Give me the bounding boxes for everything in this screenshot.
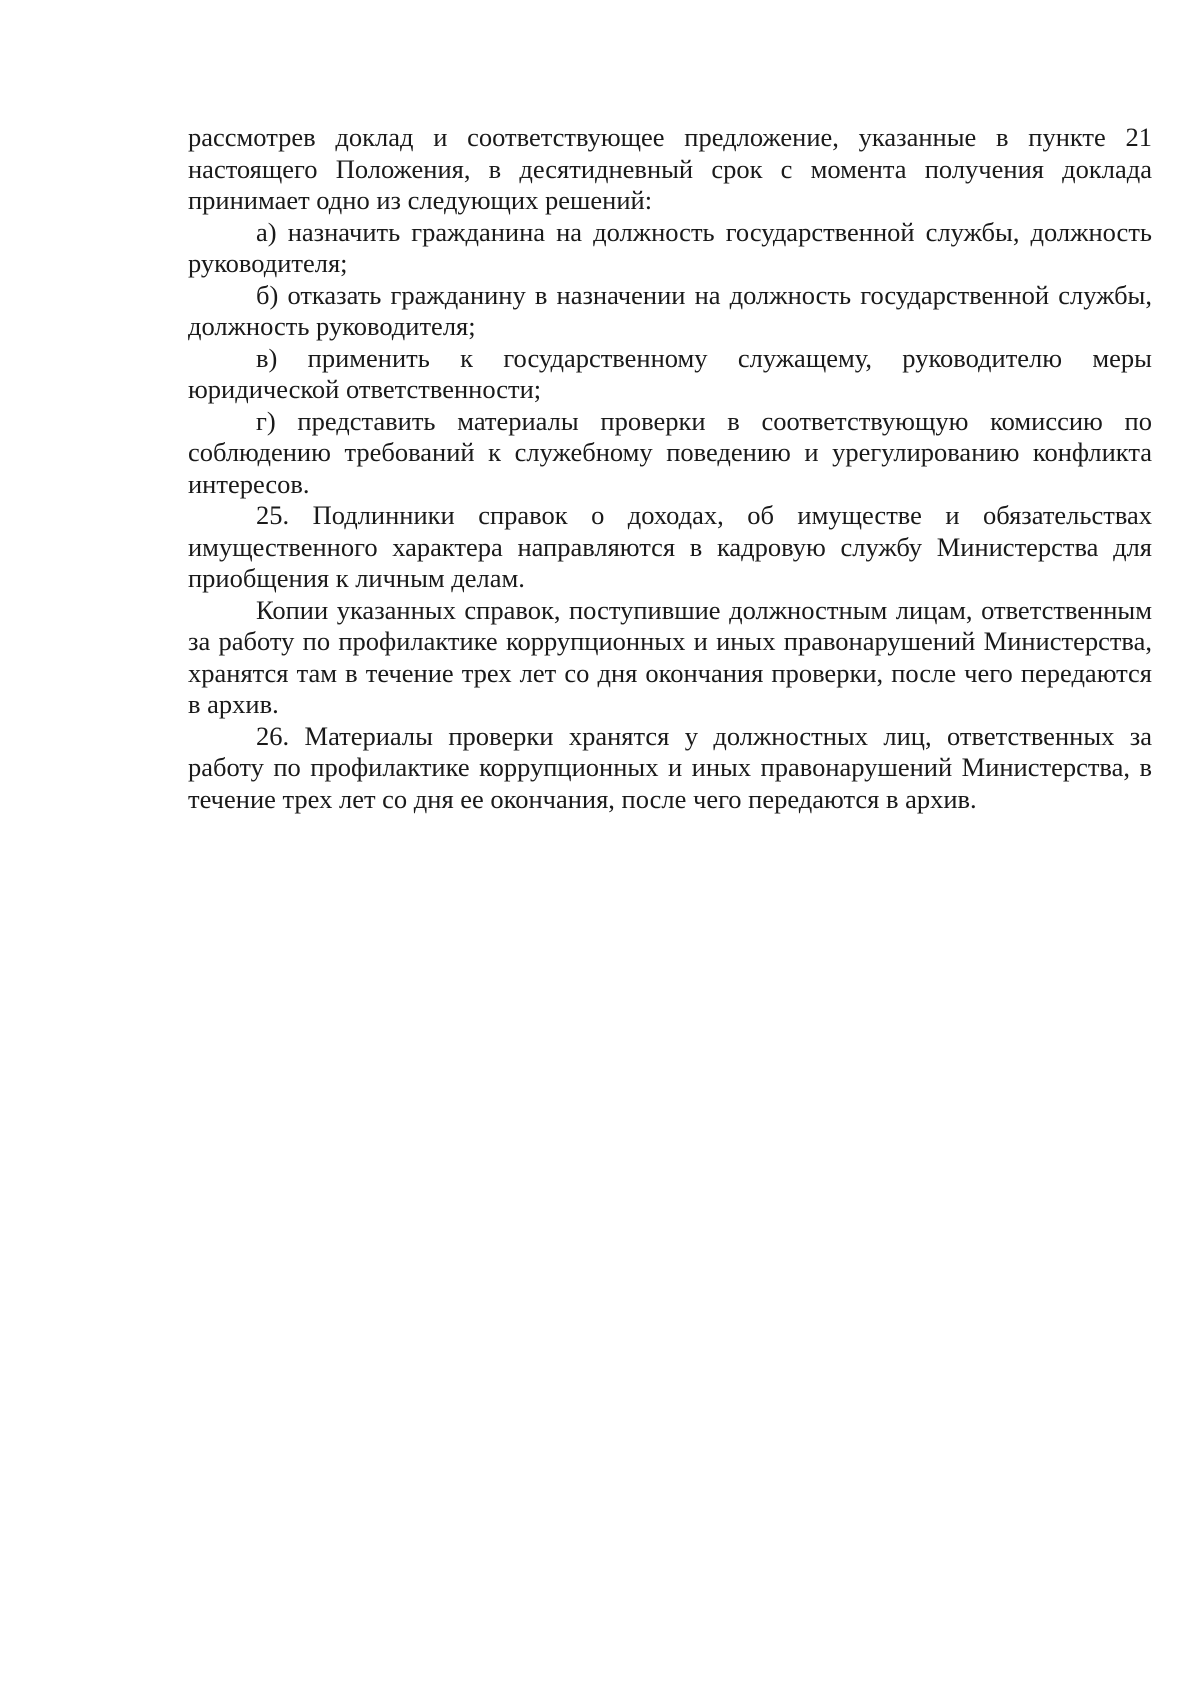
paragraph-25: 25. Подлинники справок о доходах, об имуществе и обязательствах имущественного характера направляются в кадровую службу Министерства для приобщения к личным делам. <box>188 500 1152 593</box>
paragraph-item-g: г) представить материалы проверки в соответствующую комиссию по соблюдению требований к служебному поведению и урегулированию конфликта интересов. <box>188 405 1152 499</box>
paragraph-item-b: б) отказать гражданину в назначении на должность государственной службы, должность руководителя; <box>188 279 1152 341</box>
paragraph-intro: рассмотрев доклад и соответствующее предложение, указанные в пункте 21 настоящего Положения, в десятидневный срок с момента получения доклада принимает одно из следующих решений: <box>188 122 1152 215</box>
paragraph-copies: Копии указанных справок, поступившие должностным лицам, ответственным за работу по профилактике коррупционных и иных правонарушений Министерства, хранятся там в течение трех лет со дня окончания проверки, после чего передаются в архив. <box>188 594 1152 719</box>
document-body <box>188 122 1152 815</box>
paragraph-item-v: в) применить к государственному служащему, руководителю меры юридической ответственности; <box>188 342 1152 404</box>
paragraph-item-a: а) назначить гражданина на должность государственной службы, должность руководителя; <box>188 216 1152 278</box>
paragraph-26: 26. Материалы проверки хранятся у должностных лиц, ответственных за работу по профилактике коррупционных и иных правонарушений Министерства, в течение трех лет со дня ее окончания, после чего передаются в архив. <box>188 720 1152 814</box>
